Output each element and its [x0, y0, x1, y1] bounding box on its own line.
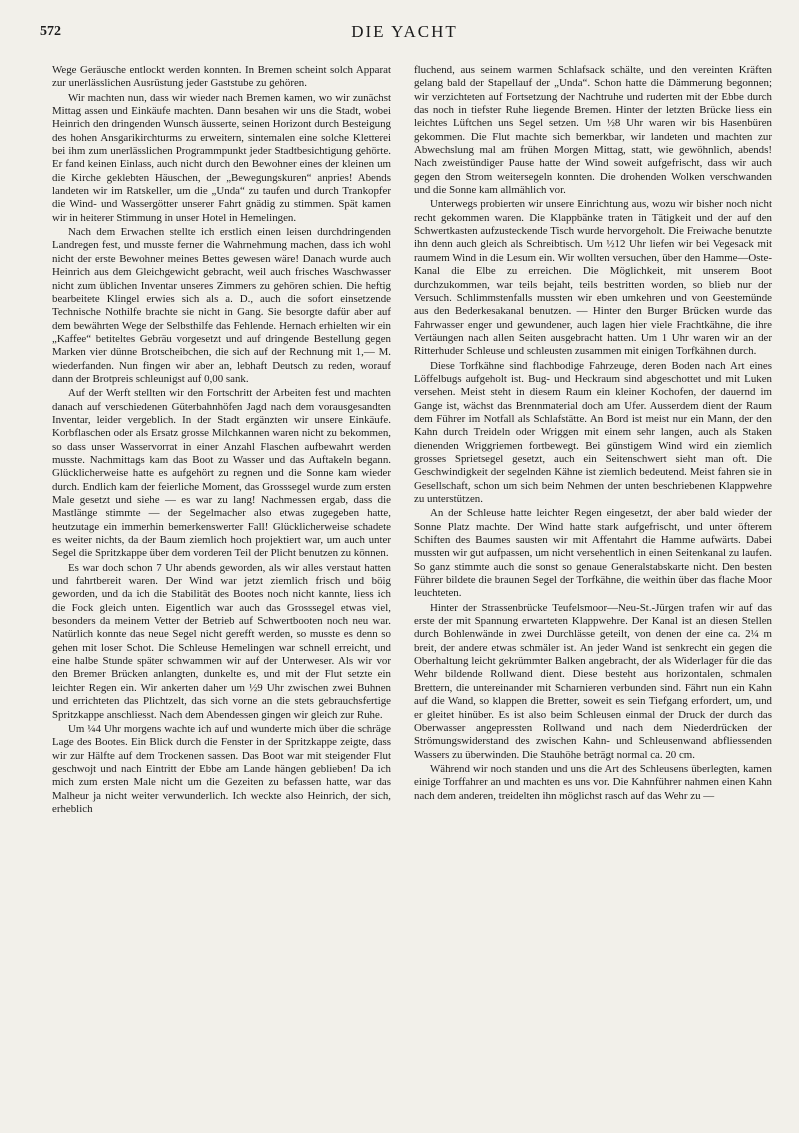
paragraph: Hinter der Strassenbrücke Teufelsmoor—Neu-St.-Jürgen trafen wir auf das erste der mit Spannung erwarteten Klappwehre. Der Kanal ist an diesen Stellen durch Bohlenwände in zwei Durchlässe geteilt, von denen der eine ca. 2¼ m breit, der andere etwas schmäler ist. An jeder Wand ist senkrecht ein gegen die Oberhaltung leicht gekrümmter Balken angebracht, der als Widerlager für die das Wehr bildende Rollwand dient. Diese besteht aus horizontalen, schmalen Brettern, die untereinander mit Scharnieren verbunden sind. Fährt nun ein Kahn auf die Wand, so klappen die Bretter, soweit es sein Tiefgang erfordert, um, und er gleitet hinüber. Es ist also beim Schleusen einmal der Druck der durch das Oberwasser angepressten Rollwand und nach dem Niederdrücken der Strömungswiderstand des zwischen Kahn- und Schleusenwand abfliessenden Wassers zu überwinden. Die Stauhöhe beträgt normal ca. 20 cm. [414, 601, 772, 761]
paragraph: Während wir noch standen und uns die Art des Schleusens überlegten, kamen einige Torffahrer an und machten es uns vor. Die Kahnführer nahmen einen Kahn nach dem anderen, treidelten ihn möglichst rasch auf das Wehr zu — [414, 762, 772, 802]
running-title: DIE YACHT [351, 22, 458, 41]
paragraph: Wir machten nun, dass wir wieder nach Bremen kamen, wo wir zunächst Mittag assen und Einkäufe machten. Dann besahen wir uns die Stadt, wobei Heinrich den dringenden Wunsch äusserte, seinen Horizont durch Besteigung des hohen Ansgarikirchturms zu erweitern, sintemalen eine solche Kletterei bei ihm zum unerlässlichen Programmpunkt jeder Stadtbesichtigung gehörte. Er fand keinen Einlass, auch nicht durch den Bewohner eines der kleinen um die Kirche geklebten Häuschen, der „Bewegungskuren“ anpries! Abends landeten wir im Ratskeller, um die „Unda“ zu taufen und durch Trankopfer die Wind- und Wassergötter unserer Fahrt gnädig zu stimmen. Spät kamen wir in heiterer Stimmung in unser Hotel in Hemelingen. [52, 91, 391, 224]
page-header [40, 22, 769, 48]
paragraph: Nach dem Erwachen stellte ich erstlich einen leisen durchdringenden Landregen fest, und musste ferner die Wahrnehmung machen, dass ich wohl nicht der erste Bewohner meines Bettes gewesen wäre! Danach wurde auch Heinrich aus dem Gleichgewicht gebracht, weil auch frisches Waschwasser nicht zum üblichen Inventar unseres Zimmers zu gehören schien. Die heftig bearbeitete Klingel erwies sich als a. D., auch die sofort einsetzende Technische Nothilfe brachte sie nicht in Gang. Sie besorgte dafür aber auf dem bewährten Wege der Selbsthilfe das Fehlende. Hernach erhielten wir ein „Kaffee“ betiteltes Gebräu vorgesetzt und auf dringende Bestellung gegen Marken vier dünne Brotscheibchen, die sich auf der Rechnung mit 1,— M. wiederfanden. Nun fingen wir aber an, lebhaft Deutsch zu reden, worauf dann der Brotpreis schleunigst auf 0,00 sank. [52, 226, 391, 385]
paragraph: fluchend, aus seinem warmen Schlafsack schälte, und den vereinten Kräften gelang bald der Stapellauf der „Unda“. Schon hatte die Dämmerung begonnen; wir verzichteten auf Fortsetzung der Nachtruhe und ruderten mit der Ebbe durch das noch in tiefster Ruhe liegende Bremen. Hinter der letzten Brücke liess ein leichtes Lüftchen uns Segel setzen. Um ½8 Uhr waren wir bis Hasenbüren gekommen. Die Flut machte sich bemerkbar, wir landeten und machten zur Abwechslung mal am frühen Morgen Mittag, statt, wie gewöhnlich, abends! Nach zweistündiger Pause hatte der Wind soweit aufgefrischt, dass wir auch gegen den Strom weitersegeln konnten. Die drohenden Wolken verschwanden und die Sonne kam allmählich vor. [414, 64, 772, 197]
left-column [52, 64, 391, 1108]
right-column [414, 64, 772, 1108]
paragraph: An der Schleuse hatte leichter Regen eingesetzt, der aber bald wieder der Sonne Platz machte. Der Wind hatte stark aufgefrischt, und unter öfterem Schiften des Baumes sausten wir mit Affentahrt die Hamme aufwärts. Dabei mussten wir gut aufpassen, um nicht versehentlich in einen Seitenkanal zu laufen. So ganz stimmte auch die sonst so genaue Generalstabskarte nicht. Den besten Führer bildete die braunen Segel der Torfkähne, die weithin über das flache Moor leuchteten. [414, 507, 772, 600]
paragraph: Es war doch schon 7 Uhr abends geworden, als wir alles verstaut hatten und fahrtbereit waren. Der Wind war jetzt ziemlich frisch und böig geworden, und da ich die Stabilität des Bootes noch nicht kannte, liess ich die Fock gleich unten. Eigentlich war auch das Grosssegel etwas viel, besonders da meinem Vetter der Betrieb auf Schwertbooten noch neu war. Natürlich konnte das neue Segel nicht gerefft werden, so musste es denn so gehen mit loser Schot. Die Schleuse Hemelingen war schnell erreicht, und eine halbe Stunde später schwammen wir auf der Unterweser. Als wir vor den Bremer Brücken anlangten, dunkelte es, und mit der Flut setzte ein leichter Regen ein. Wir ankerten daher um ½9 Uhr zwischen zwei Buhnen und errichteten das Plichtzelt, das sich vorne an die stets gebrauchsfertige Spritzkappe anschliesst. Nach dem Abendessen gingen wir gleich zur Ruhe. [52, 561, 391, 721]
page-number: 572 [40, 24, 61, 39]
paragraph: Um ¼4 Uhr morgens wachte ich auf und wunderte mich über die schräge Lage des Bootes. Ein Blick durch die Fenster in der Spritzkappe zeigte, dass wir zur Hälfte auf dem Trockenen sassen. Das Boot war mit steigender Flut geschwojt und nach Eintritt der Ebbe am Lande hängen geblieben! Da ich mich zum ersten Male nicht um die Gezeiten zu befassen hatte, war das Malheur ja nicht weiter verwunderlich. Ich weckte also Heinrich, der sich, erheblich [52, 722, 391, 815]
paragraph: Unterwegs probierten wir unsere Einrichtung aus, wozu wir bisher noch nicht recht gekommen waren. Die Klappbänke traten in Tätigkeit und der auf den Schwertkasten aufzusteckende Tisch wurde hervorgeholt. Die Freiwache benutzte ihn denn auch gleich als Schreibtisch. Um ½12 Uhr liefen wir bei Vegesack mit raumem Wind in die Lesum ein. Wir wollten versuchen, über den Hamme—Oste-Kanal die Elbe zu erreichen. Die Möglichkeit, mit unserem Boot durchzukommen, war teils bejaht, teils bestritten worden, so blieb nur der Versuch. Schlimmstenfalls mussten wir eben umkehren und von Geestemünde aus den Bederkesakanal benutzen. — Hinter den Burger Brücken wurde das Fahrwasser enger und gewundener, auch lagen hier viele Frachtkähne, die ihre Vertäungen nach allen Seiten ausgebracht hatten. Um 1 Uhr waren wir an der Ritterhuder Schleuse und schleusten zusammen mit einigen Torfkähnen durch. [414, 198, 772, 358]
paragraph: Auf der Werft stellten wir den Fortschritt der Arbeiten fest und machten danach auf verschiedenen Güterbahnhöfen Jagd nach dem vorausgesandten Inventar, leider vergeblich. In der Stadt ergänzten wir unsere Einkäufe. Korbflaschen oder als Ersatz grosse Milchkannen waren nicht zu bekommen, so dass unser Wasservorrat in einer Anzahl Flaschen aufbewahrt werden musste. Nachmittags kam das Boot zu Wasser und das Auftakeln begann. Glücklicherweise hatte es aufgehört zu regnen und die Sonne kam wieder durch. Endlich kam der feierliche Moment, das Grosssegel wurde zum ersten Male gesetzt und siehe — es war zu lang! Nachmessen ergab, dass die Mastlänge stimmte — der Segelmacher also etwas zugegeben hatte, heutzutage ein immerhin bemerkenswerter Fall! Glücklicherweise schadete es weiter nichts, da der Baum ziemlich hoch projektiert war, um auch unter Segel die Spritzkappe über dem vorderen Teil der Plicht benutzen zu können. [52, 387, 391, 560]
paragraph: Diese Torfkähne sind flachbodige Fahrzeuge, deren Boden nach Art eines Löffelbugs aufgeholt ist. Bug- und Heckraum sind abgeschottet und mit Luken versehen. Meist steht in diesem Raum ein kleiner Kochofen, der dauernd im Gange ist, wächst das Brennmaterial doch am Ufer. Ausserdem dient der Raum dem Führer im Notfall als Schlafstätte. An Bord ist meist nur ein Mann, der den Kahn durch Treideln oder Wriggen mit einem sehr langen, auch als Staken dienenden Wriggriemen fortbewegt. Bei günstigem Wind wird ein ziemlich grosses Sprietsegel gesetzt, auch ein Seitenschwert sieht man oft. Die Geschwindigkeit der segelnden Kähne ist ziemlich bedeutend. Meist fahren sie in Gesellschaft, schon um sich beim Nehmen der unten beschriebenen Klappwehre zu unterstützen. [414, 359, 772, 505]
paragraph: Wege Geräusche entlockt werden konnten. In Bremen scheint solch Apparat zur unerlässlichen Ausrüstung jeder Gaststube zu gehören. [52, 64, 391, 90]
